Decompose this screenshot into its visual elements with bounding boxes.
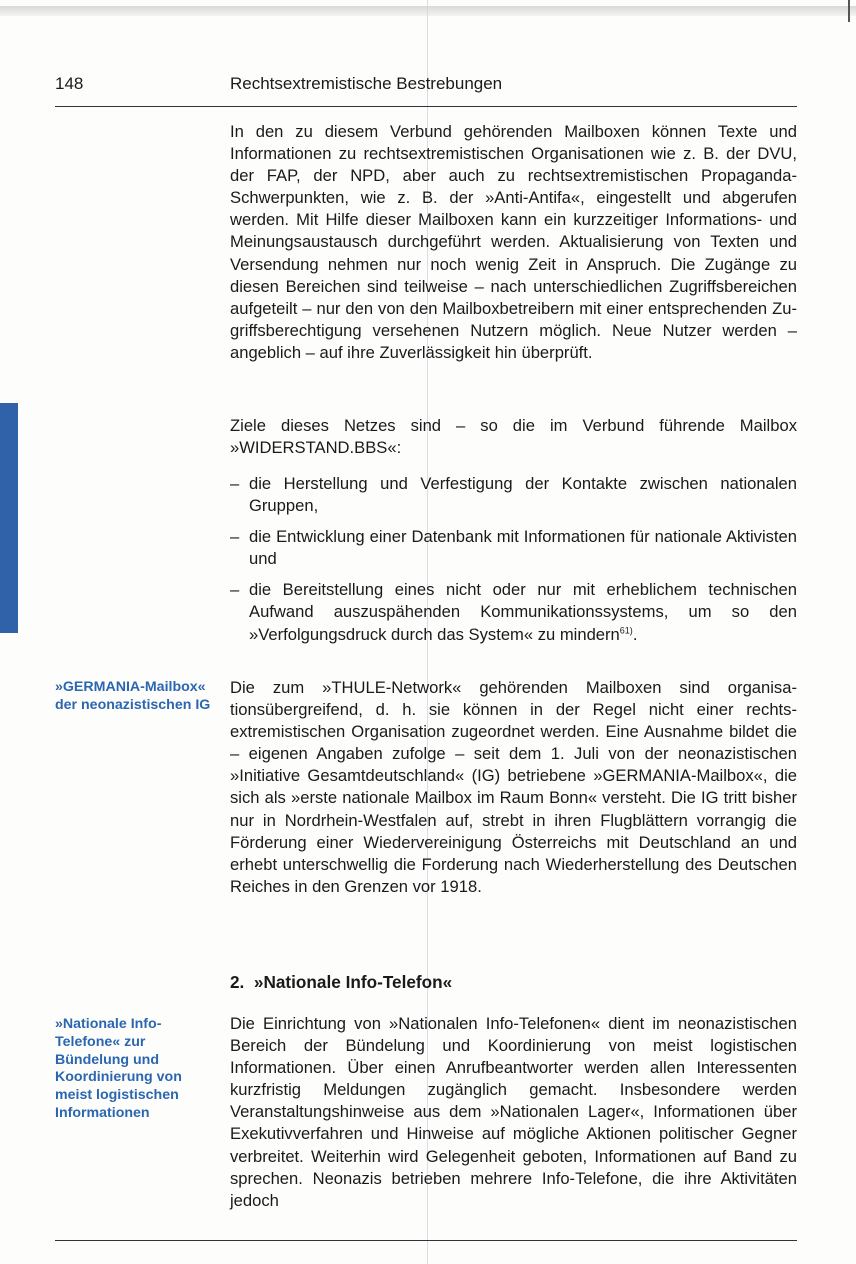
list-item-text: die Entwicklung einer Datenbank mit Informationen für nationale Aktivisten und (249, 527, 797, 569)
dash-bullet: – (230, 527, 240, 547)
header-rule (55, 106, 797, 107)
section-number: 2. (230, 972, 245, 992)
margin-note-germania: »GERMANIA-Mailbox« der neonazistischen IG (55, 679, 211, 713)
footer-rule (55, 1240, 797, 1241)
dash-bullet: – (230, 580, 240, 600)
running-title: Rechtsextremistische Bestrebungen (230, 74, 503, 93)
paragraph-thule-network (230, 677, 797, 898)
paragraph-text: Ziele dieses Netzes sind – so die im Verbund führende Mailbox »WIDERSTAND.BBS«: (230, 416, 797, 458)
section-heading (230, 972, 797, 993)
footnote-reference: 61) (619, 625, 633, 636)
paragraph-text: Die Einrichtung von »Nationalen Info-Telefonen« dient im neonazistischen Bereich der Bündelung und Koordinierung von meist logistischen Informationen. Über einen Anrufbeantworter werden allen Interessenten kurzfristig Meldungen zugänglich gemacht. Insbesondere werden Veranstaltungshinweise aus dem »Nationalen Lager«, Informationen über Exekutivverfahren und Hinweise auf mögliche Aktionen politischer Gegner verbreitet. Weiterhin wird Gelegenheit geboten, Informationen auf Band zu sprechen. Neonazis betrieben mehrere Info-Telefone, die ihre Aktivitäten jedoch (230, 1014, 797, 1210)
scan-edge-shadow (0, 6, 856, 16)
chapter-side-tab (0, 403, 18, 633)
paragraph-info-telefone (230, 1013, 797, 1212)
scan-edge-mark (848, 0, 850, 22)
paragraph-text: In den zu diesem Verbund gehörenden Mailboxen können Texte und Informationen zu rechtsextremistischen Organisationen wie z. B. der DVU, der FAP, der NPD, aber auch zu rechtsextremistischen Propaganda-Schwerpunkten, wie z. B. der »Anti-Antifa«, eingestellt und abgerufen werden. Mit Hilfe dieser Mailboxen kann ein kurzzeitiger Informations- und Meinungsaustausch durchgeführt werden. Aktualisierung von Texten und Versendung nehmen nur noch wenig Zeit in Anspruch. Die Zugänge zu diesen Bereichen sind teilweise – nach unterschiedlichen Zugriffsbereichen aufgeteilt – nur den von den Mailboxbetreibern mit einer entsprechenden Zugriffsberechtigung versehenen Nutzern möglich. Neue Nutzer werden – angeblich – auf ihre Zuverlässigkeit hin überprüft. (230, 122, 797, 362)
margin-note-info-telefone: »Nationale Info-Telefone« zur Bündelung und Koordinierung von meist logistischen Informationen (55, 1016, 182, 1121)
list-item (230, 526, 797, 570)
paragraph-mailbox-contents (230, 121, 797, 364)
section-title: »Nationale Info-Telefon« (253, 972, 453, 992)
page-header (55, 74, 797, 100)
paragraph-text: Die zum »THULE-Network« gehörenden Mailboxen sind organisationsübergreifend, d. h. sie können in der Regel nicht einer rechtsextremistischen Organisation zugeordnet werden. Eine Ausnahme bildet die – eigenen Angaben zufolge – seit dem 1. Juli von der neonazistischen »Initiative Gesamtdeutschland« (IG) betriebene »GERMANIA-Mailbox«, die sich als »erste nationale Mailbox im Raum Bonn« versteht. Die IG tritt bisher nur in Nordrhein-Westfalen auf, strebt in ihren Flugblättern vorrangig die Förderung einer Wiedervereinigung Österreichs mit Deutschland an und erhebt unterschwellig die Forderung nach Wiederherstellung des Deutschen Reiches in den Grenzen vor 1918. (230, 678, 797, 896)
list-item-text: die Bereitstellung eines nicht oder nur mit erheblichem technischen Aufwand auszuspähenden Kommunikationssystems, um so den »Verfolgungsdruck durch das System« zu mindern (249, 580, 797, 644)
dash-bullet: – (230, 474, 240, 493)
page-number: 148 (55, 74, 84, 93)
goals-list (230, 473, 797, 655)
list-item: – die Bereitstellung eines nicht oder nur mit erheblichem technischen Aufwand auszuspähenden Kommunikationssystems, um so den »Verfolgungsdruck durch das System« zu mindern$^{61)}$. (230, 580, 797, 644)
list-item-text: die Herstellung und Verfestigung der Kontakte zwischen nationalen Gruppen, (249, 474, 797, 516)
paragraph-network-goals (230, 415, 797, 459)
list-item (230, 473, 797, 517)
